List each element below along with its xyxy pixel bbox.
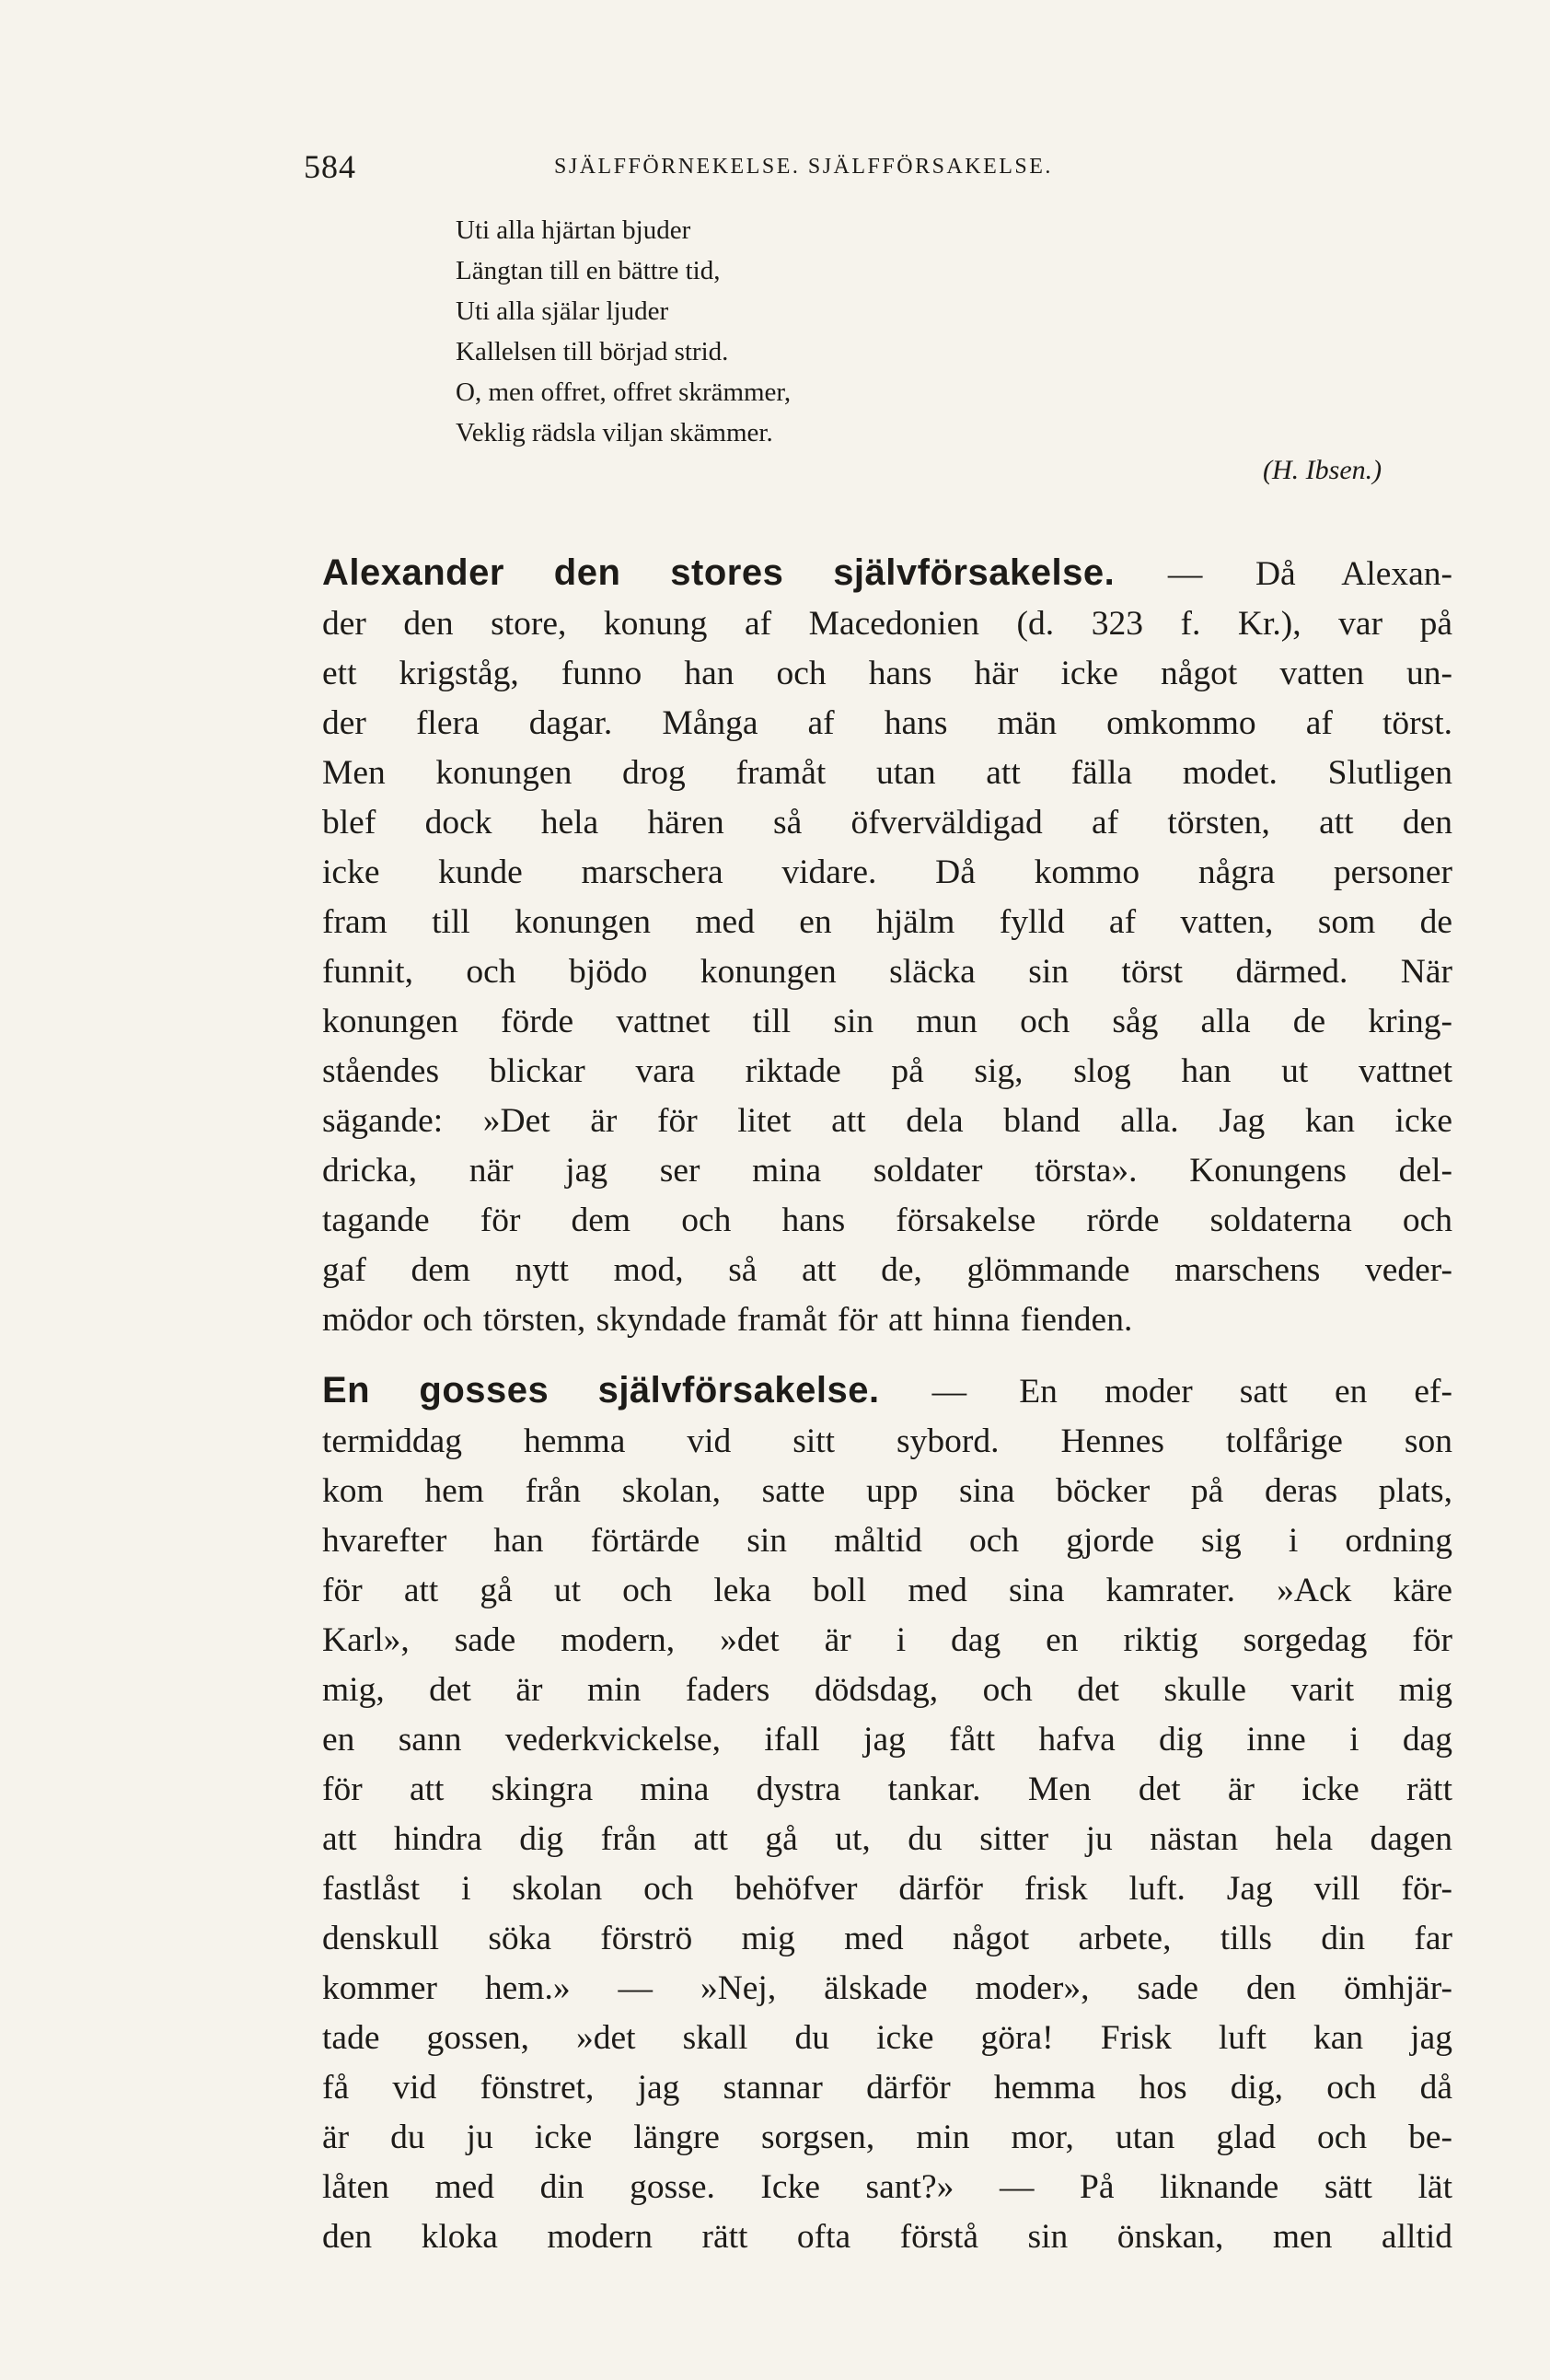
- paragraph-line: tagande för dem och hans försakelse rörde soldaterna och: [322, 1202, 1452, 1239]
- poem-line: Veklig rädsla viljan skämmer.: [456, 418, 773, 447]
- poem-line: O, men offret, offret skrämmer,: [456, 377, 792, 407]
- paragraph-line: blef dock hela hären så öfverväldigad af törsten, att den: [322, 804, 1452, 842]
- section-gosse: [322, 1365, 1452, 2262]
- paragraph-line: konungen förde vattnet till sin mun och såg alla de kring-: [322, 1003, 1452, 1040]
- paragraph-line: mödor och törsten, skyndade framåt för att hinna fienden.: [322, 1301, 1133, 1339]
- section-heading: Alexander den stores självförsakelse.: [322, 552, 1116, 593]
- poem-line: Uti alla själar ljuder: [456, 296, 669, 326]
- paragraph-line: gaf dem nytt mod, så att de, glömmande marschens veder-: [322, 1251, 1452, 1289]
- paragraph-line: för att skingra mina dystra tankar. Men det är icke rätt: [322, 1770, 1452, 1808]
- paragraph-line: hvarefter han förtärde sin måltid och gjorde sig i ordning: [322, 1522, 1452, 1560]
- poem-attribution: (H. Ibsen.): [1263, 455, 1382, 485]
- poem-stanza: [456, 210, 1192, 453]
- paragraph-line: tade gossen, »det skall du icke göra! Frisk luft kan jag: [322, 2019, 1452, 2057]
- section-first-line-text: Då Alexan-: [1255, 555, 1453, 593]
- paragraph-line: att hindra dig från att gå ut, du sitter ju nästan hela dagen: [322, 1820, 1452, 1858]
- running-head: SJÄLFFÖRNEKELSE. SJÄLFFÖRSAKELSE.: [554, 155, 1053, 179]
- poem-line: Uti alla hjärtan bjuder: [456, 215, 691, 245]
- section-heading: En gosses självförsakelse.: [322, 1370, 880, 1411]
- paragraph-line: låten med din gosse. Icke sant?» — På liknande sätt lät: [322, 2168, 1452, 2206]
- poem-line: Längtan till en bättre tid,: [456, 256, 721, 285]
- paragraph-line: termiddag hemma vid sitt sybord. Hennes tolfårige son: [322, 1422, 1452, 1460]
- paragraph-line: kom hem från skolan, satte upp sina böcker på deras plats,: [322, 1472, 1452, 1510]
- section-first-line: Alexander den stores självförsakelse. — Då Alexan-: [322, 552, 1453, 593]
- section-first-line: En gosses självförsakelse. — En moder satt en ef-: [322, 1370, 1453, 1411]
- paragraph-line: för att gå ut och leka boll med sina kamrater. »Ack käre: [322, 1572, 1452, 1609]
- page-header: [304, 147, 1445, 193]
- paragraph-line: är du ju icke längre sorgsen, min mor, utan glad och be-: [322, 2119, 1452, 2156]
- paragraph-line: ett krigståg, funno han och hans här icke något vatten un-: [322, 655, 1452, 692]
- paragraph-line: få vid fönstret, jag stannar därför hemma hos dig, och då: [322, 2069, 1452, 2107]
- paragraph-line: sägande: »Det är för litet att dela bland alla. Jag kan icke: [322, 1102, 1452, 1140]
- paragraph-line: fram till konungen med en hjälm fylld af vatten, som de: [322, 903, 1452, 941]
- paragraph-line: fastlåst i skolan och behöfver därför frisk luft. Jag vill för-: [322, 1870, 1452, 1908]
- paragraph-line: mig, det är min faders dödsdag, och det skulle varit mig: [322, 1671, 1452, 1709]
- paragraph-line: denskull söka förströ mig med något arbete, tills din far: [322, 1920, 1452, 1957]
- paragraph-line: Men konungen drog framåt utan att fälla modet. Slutligen: [322, 754, 1452, 792]
- paragraph-line: dricka, när jag ser mina soldater törsta». Konungens del-: [322, 1152, 1452, 1190]
- section-first-line-text: En moder satt en ef-: [1019, 1373, 1453, 1411]
- paragraph-line: icke kunde marschera vidare. Då kommo några personer: [322, 853, 1452, 891]
- poem-line: Kallelsen till börjad strid.: [456, 337, 729, 366]
- paragraph-line: Karl», sade modern, »det är i dag en riktig sorgedag för: [322, 1621, 1452, 1659]
- section-alexander: [322, 548, 1452, 1345]
- paragraph-line: der den store, konung af Macedonien (d. 323 f. Kr.), var på: [322, 605, 1452, 643]
- page-number: 584: [304, 148, 356, 185]
- paragraph-line: den kloka modern rätt ofta förstå sin önskan, men alltid: [322, 2218, 1452, 2256]
- paragraph-line: ståendes blickar vara riktade på sig, slog han ut vattnet: [322, 1052, 1452, 1090]
- paragraph-line: der flera dagar. Många af hans män omkommo af törst.: [322, 704, 1452, 742]
- paragraph-line: en sann vederkvickelse, ifall jag fått hafva dig inne i dag: [322, 1721, 1452, 1759]
- paragraph-line: funnit, och bjödo konungen släcka sin törst därmed. När: [322, 953, 1452, 991]
- paragraph-line: kommer hem.» — »Nej, älskade moder», sade den ömhjär-: [322, 1969, 1452, 2007]
